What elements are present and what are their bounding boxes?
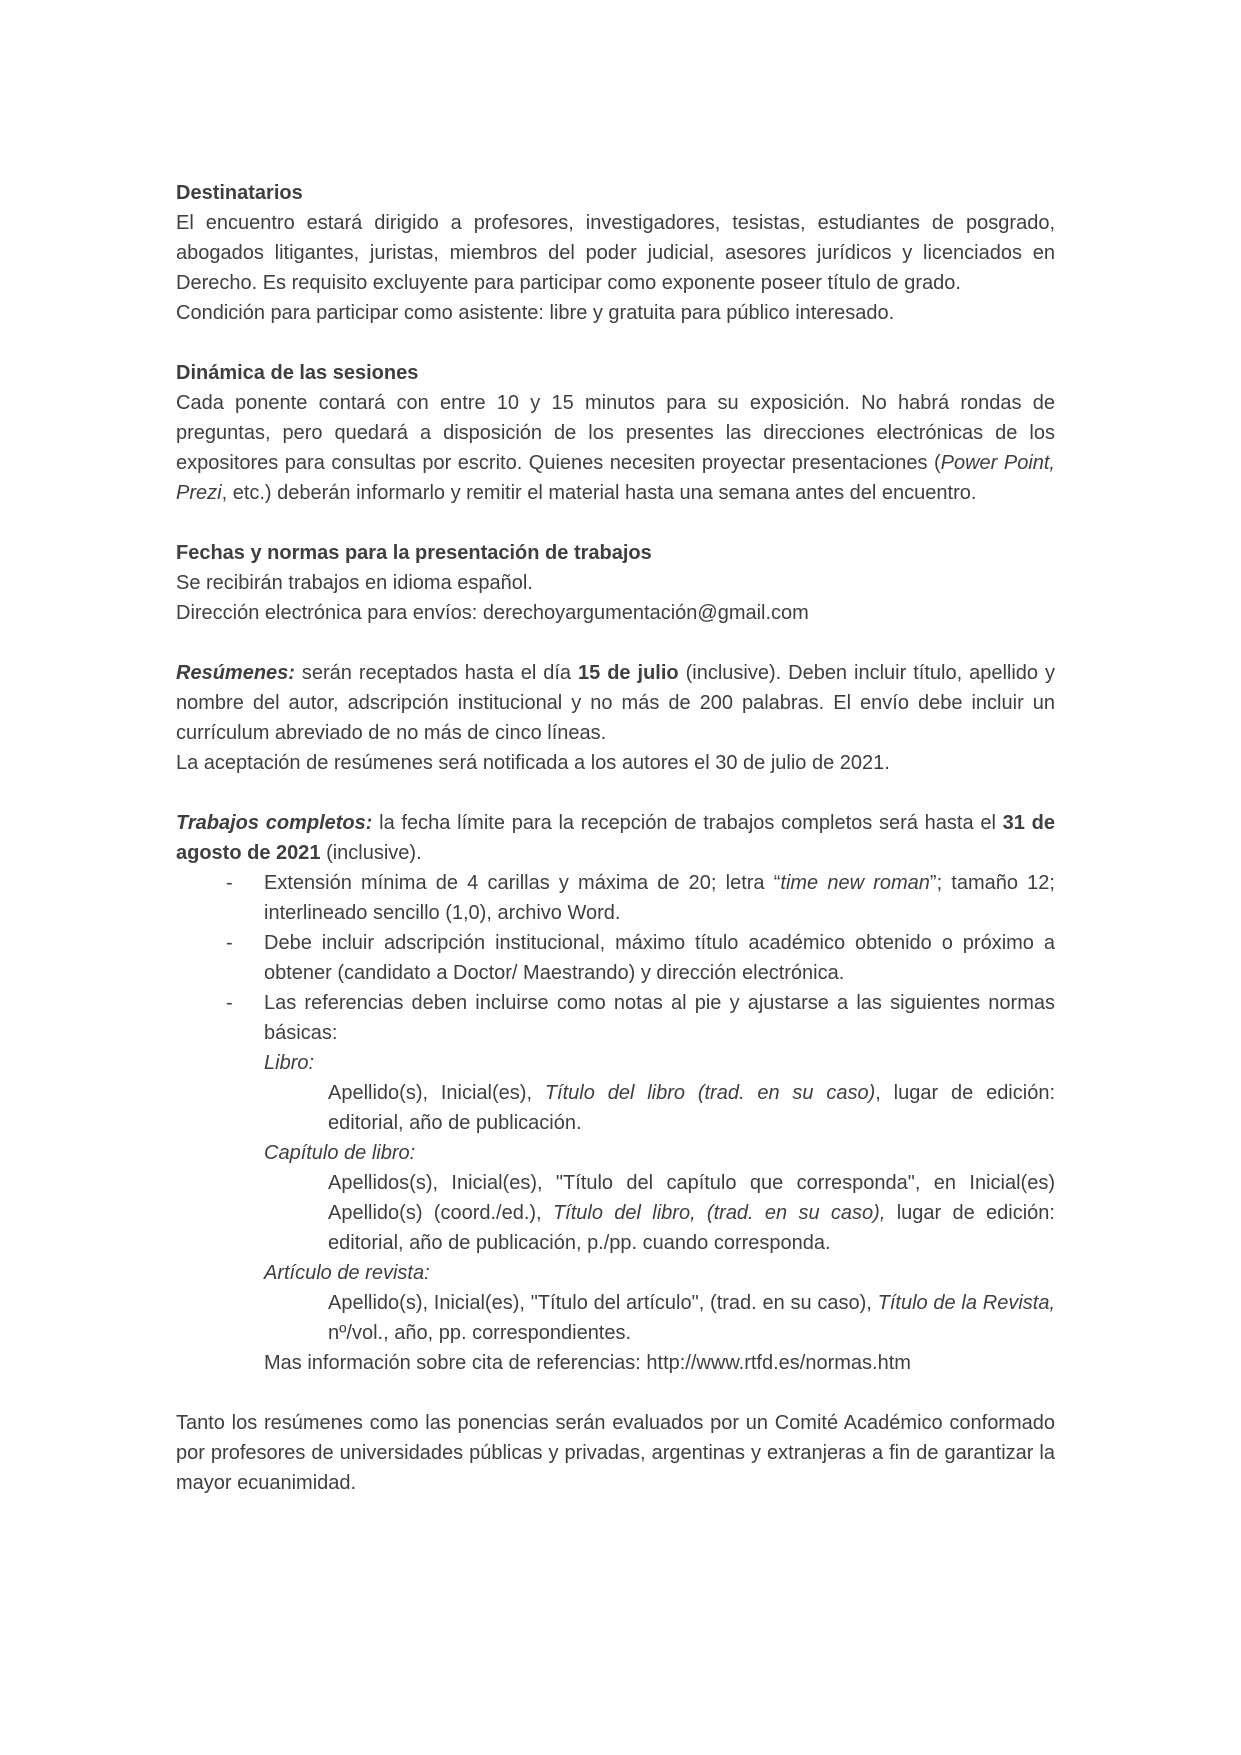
normas-url-text: http://www.rtfd.es/normas.htm (646, 1352, 911, 1374)
text-run: El encuentro estará dirigido a profesores, investigadores, tesistas, estudiantes de posgrado, abogados litigantes, juristas, miembros del poder judicial, asesores jurídicos y licenciados en Derecho. Es requisito excluyente para participar como exponente poseer título de grado. (176, 212, 1055, 294)
deadline-resumenes-text: 15 de julio (578, 662, 679, 684)
text-run-italic: Título del libro, (trad. en su caso), (552, 1202, 886, 1224)
para-mas-informacion (176, 1348, 1055, 1378)
para-condicion-asistente (176, 298, 1055, 328)
text-run: (inclusive). (320, 842, 422, 864)
blank-line (176, 1378, 1055, 1408)
deadline-trabajos-text: 31 de agosto de 2021 (176, 812, 1056, 864)
text-run: (inclusive). Deben incluir título, apellido y nombre del autor, adscripción institucional y no más de 200 palabras. El envío debe incluir un currículum abreviado de no más de cinco líneas. (176, 662, 1056, 744)
text-run: , lugar de edición: editorial, año de publicación. (328, 1082, 1056, 1134)
cite-label-libro: Libro: (264, 1052, 315, 1074)
text-run: Se recibirán trabajos en idioma español. (176, 572, 533, 594)
heading-dinamica-sesiones: Dinámica de las sesiones (176, 362, 419, 384)
para-aceptacion-resumenes (176, 748, 1055, 778)
submission-email-text: derechoyargumentación@gmail.com (482, 602, 809, 624)
para-direccion-envios (176, 598, 1055, 628)
blank-line (176, 328, 1055, 358)
bullet-marker: - (226, 932, 233, 954)
bullet-adscripcion (176, 928, 1055, 988)
text-run-bold-italic: Resúmenes: (176, 662, 295, 684)
text-run: Debe incluir adscripción institucional, máximo título académico obtenido o próximo a obtener (candidato a Doctor/ Maestrando) y dirección electrónica. (264, 932, 1055, 984)
cite-libro (176, 1078, 1055, 1138)
text-run: Mas información sobre cita de referencias: (264, 1352, 647, 1374)
bullet-marker: - (226, 872, 233, 894)
blank-line (176, 508, 1055, 538)
text-run: ”; tamaño 12; interlineado sencillo (1,0), archivo Word. (264, 872, 1055, 924)
para-comite-academico (176, 1408, 1055, 1498)
bullet-extension (176, 868, 1055, 928)
text-run: Cada ponente contará con entre 10 y 15 minutos para su exposición. No habrá rondas de preguntas, pero quedará a disposición de los presentes las direcciones electrónicas de los expositores para consultas por escrito. Quienes necesiten proyectar presentaciones ( (176, 392, 1055, 474)
para-destinatarios-body (176, 208, 1055, 298)
heading-fechas-normas: Fechas y normas para la presentación de trabajos (176, 542, 652, 564)
blank-line (176, 778, 1055, 808)
cite-label-capitulo: Capítulo de libro: (264, 1142, 416, 1164)
para-trabajos-completos (176, 808, 1055, 868)
text-run: lugar de edición: editorial, año de publicación, p./pp. cuando corresponda. (328, 1202, 1055, 1254)
text-run: Condición para participar como asistente: libre y gratuita para público interesado. (176, 302, 895, 324)
text-run-italic: time new roman (780, 872, 930, 894)
cite-capitulo (176, 1168, 1055, 1258)
text-run: Extensión mínima de 4 carillas y máxima de 20; letra “ (264, 872, 781, 894)
bullet-referencias (176, 988, 1055, 1048)
text-run: la fecha límite para la recepción de trabajos completos será hasta el (372, 812, 1003, 834)
text-run: La aceptación de resúmenes será notificada a los autores el 30 de julio de 2021. (176, 752, 890, 774)
text-run: Las referencias deben incluirse como notas al pie y ajustarse a las siguientes normas básicas: (264, 992, 1055, 1044)
text-run: Dirección electrónica para envíos: (176, 602, 483, 624)
cite-articulo (176, 1288, 1055, 1348)
text-run-bold-italic: Trabajos completos: (176, 812, 373, 834)
text-run: Apellido(s), Inicial(es), "Título del artículo", (trad. en su caso), (328, 1292, 878, 1314)
cite-label-articulo: Artículo de revista: (264, 1262, 430, 1284)
para-idioma (176, 568, 1055, 598)
bullet-marker: - (226, 992, 233, 1014)
text-run: Apellidos(s), Inicial(es), "Título del capítulo que corresponda", en Inicial(es) Apellido(s) (coord./ed.), (328, 1172, 1055, 1224)
text-run: serán receptados hasta el día (294, 662, 578, 684)
text-run-italic: Título del libro (trad. en su caso) (544, 1082, 876, 1104)
text-run-italic: Título de la Revista, (877, 1292, 1055, 1314)
text-run: , etc.) deberán informarlo y remitir el material hasta una semana antes del encuentro. (221, 482, 977, 504)
blank-line (176, 628, 1055, 658)
text-run: Apellido(s), Inicial(es), (328, 1082, 545, 1104)
para-dinamica-body (176, 388, 1055, 508)
heading-destinatarios: Destinatarios (176, 182, 303, 204)
text-run: nº/vol., año, pp. correspondientes. (328, 1322, 632, 1344)
text-run-italic: Power Point, Prezi (176, 452, 1055, 504)
para-resumenes (176, 658, 1055, 748)
text-run: Tanto los resúmenes como las ponencias serán evaluados por un Comité Académico conformado por profesores de universidades públicas y privadas, argentinas y extranjeras a fin de garantizar la mayor ecuanimidad. (176, 1412, 1055, 1494)
